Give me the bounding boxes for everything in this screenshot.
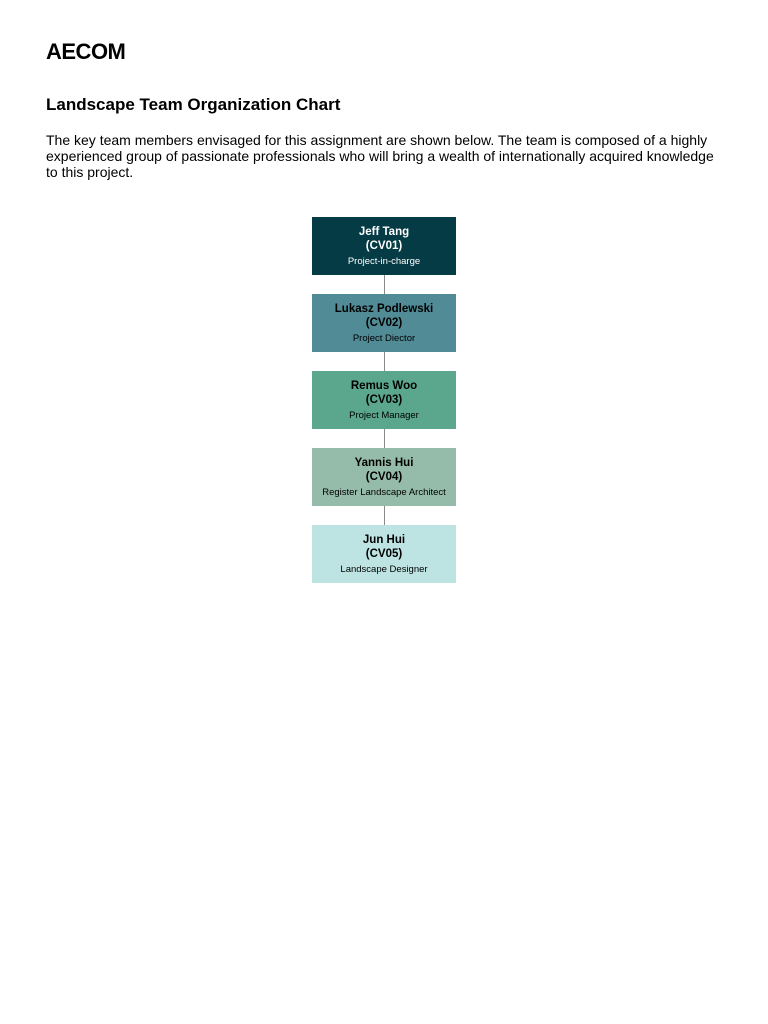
connector-line [384,429,385,448]
org-box-cv01 [312,217,456,275]
org-chart [312,217,456,583]
member-cv-code: (CV02) [365,316,403,329]
connector-line [384,506,385,525]
page-title: Landscape Team Organization Chart [46,95,341,114]
org-box-cv02 [312,294,456,352]
member-cv-code: (CV01) [365,239,403,252]
connector-line [384,275,385,294]
member-cv-code: (CV03) [365,393,403,406]
member-role: Project Diector [352,332,416,344]
member-role: Project Manager [349,409,419,421]
member-role: Landscape Designer [340,563,428,575]
member-name: Lukasz Podlewski [334,302,434,315]
member-role: Project-in-charge [347,255,421,267]
member-name: Yannis Hui [354,456,414,469]
connector-line [384,352,385,371]
org-box-cv04 [312,448,456,506]
member-name: Remus Woo [350,379,418,392]
org-box-cv03 [312,371,456,429]
aecom-logo: AECOM [46,39,126,64]
member-cv-code: (CV05) [365,547,403,560]
member-name: Jun Hui [362,533,406,546]
member-name: Jeff Tang [358,225,410,238]
member-role: Register Landscape Architect [322,486,446,498]
org-box-cv05 [312,525,456,583]
member-cv-code: (CV04) [365,470,403,483]
intro-paragraph: The key team members envisaged for this assignment are shown below. The team is composed of a highly experienced group of passionate professionals who will bring a wealth of internationally acquired knowledge to this project. [46,132,714,180]
